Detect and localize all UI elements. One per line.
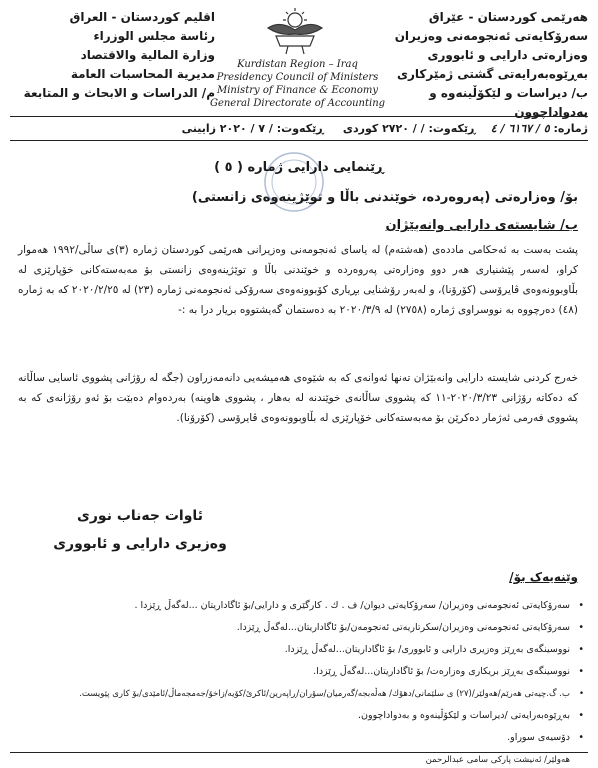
header-kurdish-line: بەڕێوەبەرایەتی گشتی ژمێرکاری	[397, 67, 588, 81]
copies-list-item: • سەرۆکایەتی ئەنجومەنی وەزیران/سکرتاریەتی ئەنجومەن/بۆ ئاگاداریتان...لەگەڵ ڕێزدا.	[24, 617, 584, 639]
letter-title: ڕێنمایی دارایی ژمارە ( ٥ )	[214, 160, 384, 175]
footer-address: هەولێر/ ئەنیشت پارکی سامی عبدالرحمن	[425, 755, 570, 765]
copies-list-item: • ب. گ.چیەتی هەرێم/هەولێر/(٢٧) ی سلێمانی/دهۆك/ هەڵەبجە/گەرمیان/سۆران/ڕاپەرین/ئاکرێ/کۆیە/زاخۆ/جەمجەماڵ/ئامێدی/بۆ کاری پێویست.	[24, 683, 584, 705]
signature-title: وەزیری دارایی و ئابووری	[53, 536, 227, 552]
copies-list-item: • بەڕێوەبەرایەتی /دیراسات و لێکۆڵینەوە و بەدواداچوون.	[24, 705, 584, 727]
header-kurdish-line: ب/ دیراسات و لێکۆڵینەوە و بەدواداچوون	[429, 86, 588, 119]
copies-list-item: • دۆسیەی سوراو.	[24, 727, 584, 749]
letter-to: بۆ/ وەزارەتی (پەروەردە، خوێندنی باڵا و توێژینەوەی زانستی)	[191, 190, 578, 205]
copies-list-item: • نووسینگەی بەڕێز وەزیری دارایی و ئابووری/ بۆ ئاگاداریتان...لەگەڵ ڕێزدا.	[24, 639, 584, 661]
header-arabic-line: رئاسة مجلس الوزراء	[93, 29, 215, 43]
header-arabic-line: م/ الدراسات و الابحاث و المتابعة	[23, 86, 215, 100]
copies-heading: وێنەیەک بۆ/	[509, 570, 578, 584]
letter-subject-text: ب/ شایستەی دارایی وانەبێژان	[385, 218, 578, 233]
header-english-line: Kurdistan Region – Iraq	[237, 59, 358, 70]
header-arabic-line: مديرية المحاسبات العامة	[70, 67, 215, 81]
header-arabic	[10, 8, 215, 103]
letter-paragraph-1: پشت بەست بە ئەحکامی ماددەی (هەشتەم) لە یاسای ئەنجومەنی وەزیرانی هەرێمی کوردستان ژمارە (٣)ی ساڵی/١٩٩٢ هەموار کراو، لەسەر پێشنیاری هەر دوو وەزارەتی پەروەردە و خوێندنی باڵا و توێژینەوەی زانستی بۆ مەبەستەکانی خۆپارێزی لە بڵاوبوونەوەی ڤایرۆسی (کۆرۆنا)، و لەبەر رۆشنایی بڕیاری کۆبوونەوەی سەرۆکی ئەنجومەنی ژمارە (٢٣) لە ٢٠٢٠/٢/٢٥ کە بە ژمارە (٤٨) دەرچووە بە نووسراوی ژمارە (٢٧٥٨) لە ٢٠٢٠/٣/٩ بە دەستمان گەیشتووە بریار درا بە :-	[18, 244, 579, 316]
signature-name: ئاوات جەناب نوری	[77, 508, 203, 524]
reference-number-value: ٥ / ٦١٦٧ / ٤	[490, 122, 550, 135]
header-arabic-line: وزارة المالية والاقتصاد	[80, 48, 215, 62]
header-kurdish	[353, 8, 588, 122]
header-english-line: Ministry of Finance & Economy	[216, 85, 378, 96]
reference-divider	[10, 140, 588, 141]
reference-date-kurdi: / / ٢٧٢٠ کوردی	[342, 122, 425, 135]
reference-line	[10, 122, 588, 135]
letter-paragraph-2: خەرج کردنی شایستە دارایی وانەبێژان تەنها ئەوانەی کە بە شێوەی هەمیشەیی دانەمەزراون (جگە لە رۆژانی پشووی ئاسایی ساڵانە کە دەکاتە رۆژانی ٢٠٢٠/٣/٢٣-١١ کە پشووی ساڵانەی خوێندنە لە بەهار ، پشووی هاوینە) بەردەوام دەبێت بۆ ئەو رۆژانەی کە بە پشووی فەرمی ئەژمار دەکرێن بۆ مەبەستەکانی خۆپارێزی لە بڵاوبوونەوەی ڤایرۆسی (کۆرۆنا).	[18, 372, 579, 424]
footer-divider	[10, 752, 588, 753]
copies-list	[24, 595, 584, 749]
letter-subject	[78, 218, 578, 233]
reference-number-label: ژمارە:	[553, 122, 588, 135]
header-english-line: Presidency Council of Ministers	[216, 72, 379, 83]
copies-list-item: • نووسینگەی بەڕێز بریکاری وەزارەت/ بۆ ئاگاداریتان...لەگەڵ ڕێزدا.	[24, 661, 584, 683]
header-kurdish-line: هەرێمی کوردستان - عێراق	[428, 10, 588, 24]
header-arabic-line: اقليم كوردستان - العراق	[69, 10, 215, 24]
kurdistan-emblem-icon	[258, 6, 332, 56]
copies-list-item: • سەرۆکایەتی ئەنجومەنی وەزیران/ سەرۆکایەتی دیوان/ ف . ك . كارگێری و دارایی/بۆ ئاگاداریتان ...لەگەڵ ڕێزدا .	[24, 595, 584, 617]
header-divider	[10, 116, 588, 117]
header-english-line: General Directorate of Accounting	[209, 98, 386, 109]
header-kurdish-line: سەرۆکایەتی ئەنجومەنی وەزیران	[394, 29, 588, 43]
header-kurdish-line: وەزارەتی دارایی و ئابووری	[427, 48, 588, 62]
reference-date-label: ڕێکەوت:	[428, 122, 476, 135]
reference-date-gregorian: ڕێکەوت: / ٧ / ٢٠٢٠ زایینی	[181, 122, 324, 135]
